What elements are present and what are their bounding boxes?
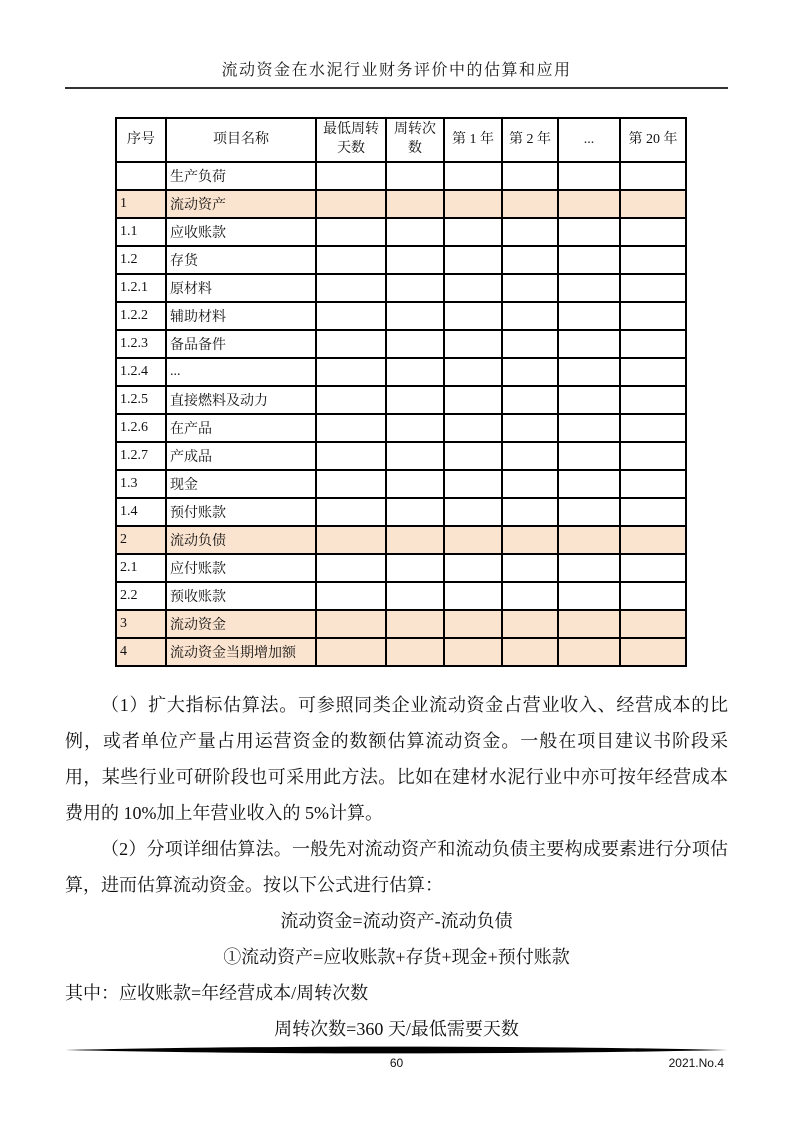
value-cell: [386, 162, 444, 190]
value-cell: [316, 498, 386, 526]
row-name-cell: 存货: [166, 246, 316, 274]
value-cell: [316, 190, 386, 218]
table-header: [116, 118, 686, 162]
value-cell: [502, 638, 558, 666]
value-cell: [116, 162, 166, 190]
table-row: [116, 330, 686, 358]
value-cell: [316, 358, 386, 386]
production-load-cell: 生产负荷: [166, 162, 316, 190]
value-cell: [386, 554, 444, 582]
footer-rule-bar: [65, 1046, 728, 1054]
row-name-cell: 预收账款: [166, 582, 316, 610]
value-cell: [558, 498, 620, 526]
table-row: [116, 218, 686, 246]
value-cell: [316, 638, 386, 666]
value-cell: [620, 610, 686, 638]
table-row: [116, 190, 686, 218]
table-row: [116, 358, 686, 386]
value-cell: [502, 610, 558, 638]
value-cell: [502, 582, 558, 610]
value-cell: [444, 554, 502, 582]
footer-texts: [65, 1056, 728, 1074]
col-header-index: 序号: [116, 118, 166, 162]
value-cell: [386, 610, 444, 638]
row-name-cell: 直接燃料及动力: [166, 386, 316, 414]
row-number-cell: 2: [116, 526, 166, 554]
value-cell: [620, 638, 686, 666]
value-cell: [444, 442, 502, 470]
value-cell: [386, 330, 444, 358]
value-cell: [558, 638, 620, 666]
row-name-cell: 现金: [166, 470, 316, 498]
value-cell: [502, 218, 558, 246]
value-cell: [502, 274, 558, 302]
row-name-cell: 流动资产: [166, 190, 316, 218]
row-number-cell: 4: [116, 638, 166, 666]
col-header-year1: 第 1 年: [444, 118, 502, 162]
value-cell: [558, 330, 620, 358]
row-number-cell: 1.2: [116, 246, 166, 274]
table-row: [116, 526, 686, 554]
formula-current-assets: ①流动资产=应收账款+存货+现金+预付账款: [223, 947, 570, 967]
page-footer: [65, 1046, 728, 1074]
value-cell: [386, 274, 444, 302]
value-cell: [386, 246, 444, 274]
value-cell: [620, 582, 686, 610]
table-header-row: [116, 118, 686, 162]
col-header-ellipsis: ...: [558, 118, 620, 162]
value-cell: [444, 162, 502, 190]
value-cell: [502, 414, 558, 442]
table-row: [116, 582, 686, 610]
value-cell: [386, 218, 444, 246]
body-text: [65, 687, 728, 1047]
value-cell: [316, 442, 386, 470]
value-cell: [444, 582, 502, 610]
col-header-year20: 第 20 年: [620, 118, 686, 162]
row-name-cell: 在产品: [166, 414, 316, 442]
value-cell: [316, 582, 386, 610]
value-cell: [316, 610, 386, 638]
value-cell: [444, 330, 502, 358]
row-number-cell: 1.2.2: [116, 302, 166, 330]
table-row: [116, 274, 686, 302]
table-row: [116, 498, 686, 526]
value-cell: [558, 554, 620, 582]
value-cell: [316, 470, 386, 498]
value-cell: [444, 638, 502, 666]
value-cell: [386, 582, 444, 610]
row-name-cell: 应付账款: [166, 554, 316, 582]
value-cell: [316, 554, 386, 582]
value-cell: [620, 554, 686, 582]
row-number-cell: 1.2.6: [116, 414, 166, 442]
row-name-cell: 流动资金: [166, 610, 316, 638]
value-cell: [502, 358, 558, 386]
col-header-item-name: 项目名称: [166, 118, 316, 162]
value-cell: [444, 498, 502, 526]
row-number-cell: 1.2.3: [116, 330, 166, 358]
col-header-year2: 第 2 年: [502, 118, 558, 162]
value-cell: [558, 246, 620, 274]
row-number-cell: 3: [116, 610, 166, 638]
formula-accounts-receivable: 其中：应收账款=年经营成本/周转次数: [65, 983, 369, 1003]
value-cell: [444, 358, 502, 386]
value-cell: [386, 190, 444, 218]
col-header-turnover-times: 周转次数: [386, 118, 444, 162]
value-cell: [386, 414, 444, 442]
value-cell: [620, 330, 686, 358]
value-cell: [620, 414, 686, 442]
row-name-cell: 应收账款: [166, 218, 316, 246]
value-cell: [620, 190, 686, 218]
value-cell: [502, 246, 558, 274]
value-cell: [444, 274, 502, 302]
value-cell: [558, 470, 620, 498]
value-cell: [316, 330, 386, 358]
value-cell: [502, 526, 558, 554]
value-cell: [558, 526, 620, 554]
row-number-cell: 2.1: [116, 554, 166, 582]
value-cell: [444, 302, 502, 330]
col-header-min-turnover-days: 最低周转天数: [316, 118, 386, 162]
paragraph-itemized-method: （2）分项详细估算法。一般先对流动资产和流动负债主要构成要素进行分项估算，进而估算流动资金。按以下公式进行估算：: [65, 839, 728, 895]
value-cell: [620, 162, 686, 190]
production-load-row: [116, 162, 686, 190]
formula-turnover-times: 周转次数=360 天/最低需要天数: [274, 1019, 519, 1039]
formula-working-capital: 流动资金=流动资产-流动负债: [280, 911, 513, 931]
row-number-cell: 1.2.4: [116, 358, 166, 386]
table-row: [116, 610, 686, 638]
value-cell: [558, 190, 620, 218]
value-cell: [444, 246, 502, 274]
value-cell: [558, 162, 620, 190]
row-name-cell: 预付账款: [166, 498, 316, 526]
row-number-cell: 2.2: [116, 582, 166, 610]
value-cell: [502, 470, 558, 498]
value-cell: [316, 526, 386, 554]
value-cell: [316, 414, 386, 442]
value-cell: [444, 610, 502, 638]
table-row: [116, 386, 686, 414]
value-cell: [316, 302, 386, 330]
value-cell: [502, 386, 558, 414]
table-row: [116, 442, 686, 470]
row-number-cell: 1: [116, 190, 166, 218]
row-number-cell: 1.2.5: [116, 386, 166, 414]
value-cell: [386, 498, 444, 526]
table-row: [116, 554, 686, 582]
value-cell: [316, 162, 386, 190]
value-cell: [444, 218, 502, 246]
value-cell: [386, 442, 444, 470]
value-cell: [558, 218, 620, 246]
value-cell: [386, 470, 444, 498]
value-cell: [558, 610, 620, 638]
value-cell: [502, 190, 558, 218]
value-cell: [502, 330, 558, 358]
value-cell: [502, 554, 558, 582]
header-rule: [65, 87, 728, 89]
row-name-cell: 原材料: [166, 274, 316, 302]
table-row: [116, 246, 686, 274]
table-body: [116, 162, 686, 666]
value-cell: [558, 274, 620, 302]
page-number: 60: [389, 1056, 404, 1070]
value-cell: [620, 246, 686, 274]
value-cell: [502, 162, 558, 190]
row-name-cell: 产成品: [166, 442, 316, 470]
row-number-cell: 1.4: [116, 498, 166, 526]
value-cell: [620, 218, 686, 246]
value-cell: [386, 386, 444, 414]
value-cell: [620, 526, 686, 554]
table-row: [116, 638, 686, 666]
value-cell: [444, 470, 502, 498]
value-cell: [558, 358, 620, 386]
row-number-cell: 1.2.7: [116, 442, 166, 470]
value-cell: [316, 218, 386, 246]
value-cell: [558, 442, 620, 470]
row-number-cell: 1.2.1: [116, 274, 166, 302]
value-cell: [316, 274, 386, 302]
value-cell: [386, 526, 444, 554]
table-row: [116, 302, 686, 330]
table-row: [116, 414, 686, 442]
value-cell: [620, 358, 686, 386]
value-cell: [386, 358, 444, 386]
row-name-cell: 流动负债: [166, 526, 316, 554]
paragraph-expanded-index-method: （1）扩大指标估算法。可参照同类企业流动资金占营业收入、经营成本的比例，或者单位产量占用运营资金的数额估算流动资金。一般在项目建议书阶段采用，某些行业可研阶段也可采用此方法。比如在建材水泥行业中亦可按年经营成本费用的 10%加上年营业收入的 5%计算。: [65, 695, 728, 823]
value-cell: [620, 302, 686, 330]
value-cell: [558, 302, 620, 330]
value-cell: [620, 470, 686, 498]
value-cell: [316, 246, 386, 274]
table-row: [116, 470, 686, 498]
value-cell: [502, 442, 558, 470]
row-number-cell: 1.3: [116, 470, 166, 498]
value-cell: [444, 414, 502, 442]
value-cell: [558, 386, 620, 414]
working-capital-table: [115, 117, 687, 667]
value-cell: [620, 498, 686, 526]
value-cell: [444, 526, 502, 554]
value-cell: [386, 638, 444, 666]
row-number-cell: 1.1: [116, 218, 166, 246]
row-name-cell: ...: [166, 358, 316, 386]
issue-number: 2021.No.4: [668, 1056, 724, 1070]
page-title: 流动资金在水泥行业财务评价中的估算和应用: [221, 62, 572, 79]
value-cell: [620, 442, 686, 470]
value-cell: [444, 190, 502, 218]
value-cell: [620, 274, 686, 302]
value-cell: [558, 582, 620, 610]
row-name-cell: 辅助材料: [166, 302, 316, 330]
value-cell: [502, 302, 558, 330]
value-cell: [558, 414, 620, 442]
value-cell: [386, 302, 444, 330]
value-cell: [444, 386, 502, 414]
row-name-cell: 流动资金当期增加额: [166, 638, 316, 666]
row-name-cell: 备品备件: [166, 330, 316, 358]
value-cell: [620, 386, 686, 414]
value-cell: [316, 386, 386, 414]
value-cell: [502, 498, 558, 526]
